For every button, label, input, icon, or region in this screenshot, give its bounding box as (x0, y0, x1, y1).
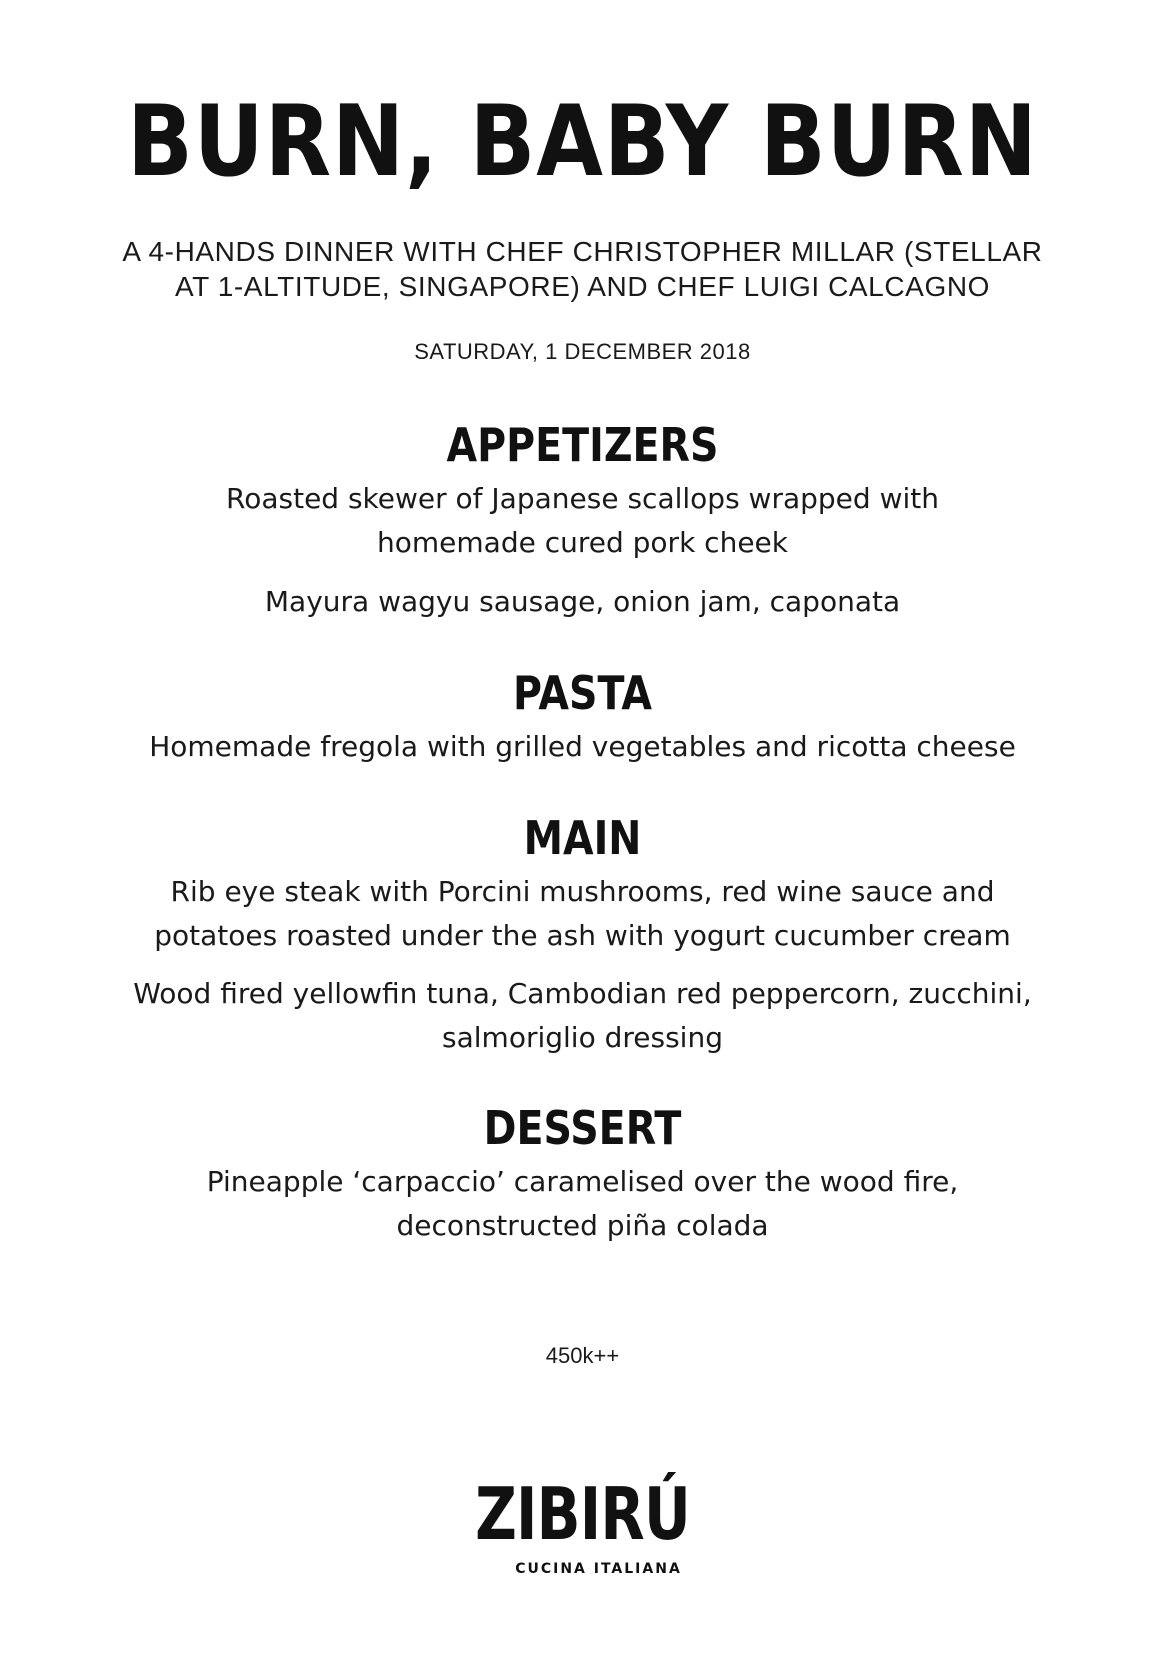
subtitle-line-2: AT 1-ALTITUDE, SINGAPORE) AND CHEF LUIGI CALCAGNO (174, 271, 991, 302)
menu-title: BURN, BABY BURN (127, 85, 1038, 199)
menu-item-wagyu-sausage (0, 580, 1165, 624)
menu-item-line: Rib eye steak with Porcini mushrooms, red wine sauce and (170, 875, 995, 908)
restaurant-logo: ZIBIRÚ (475, 1472, 690, 1556)
restaurant-tagline: CUCINA ITALIANA (515, 1561, 682, 1577)
section-heading-dessert: DESSERT (483, 1101, 682, 1155)
menu-item-line: Mayura wagyu sausage, onion jam, caponata (264, 585, 901, 618)
menu-item-tuna (0, 972, 1165, 1060)
section-heading-main: MAIN (523, 811, 642, 865)
menu-item-pineapple (0, 1160, 1165, 1248)
subtitle-line-1: A 4-HANDS DINNER WITH CHEF CHRISTOPHER MILLAR (STELLAR (122, 236, 1043, 267)
section-heading-appetizers: APPETIZERS (446, 418, 719, 472)
section-heading-pasta: PASTA (512, 666, 652, 720)
menu-item-line: homemade cured pork cheek (377, 526, 788, 559)
event-date: SATURDAY, 1 DECEMBER 2018 (414, 339, 751, 364)
event-subtitle (0, 234, 1165, 304)
menu-price: 450k++ (545, 1343, 620, 1368)
menu-item-line: salmoriglio dressing (442, 1021, 723, 1054)
menu-item-line: deconstructed piña colada (396, 1209, 769, 1242)
menu-item-scallops (0, 477, 1165, 565)
menu-item-line: Roasted skewer of Japanese scallops wrapped with (226, 482, 939, 515)
menu-item-line: potatoes roasted under the ash with yogurt cucumber cream (154, 919, 1011, 952)
menu-item-line: Pineapple ‘carpaccio’ caramelised over the wood fire, (206, 1165, 959, 1198)
menu-item-rib-eye (0, 870, 1165, 958)
menu-item-line: Homemade fregola with grilled vegetables and ricotta cheese (149, 730, 1016, 763)
menu-item-line: Wood fired yellowfin tuna, Cambodian red peppercorn, zucchini, (133, 977, 1032, 1010)
menu-item-fregola (0, 725, 1165, 769)
